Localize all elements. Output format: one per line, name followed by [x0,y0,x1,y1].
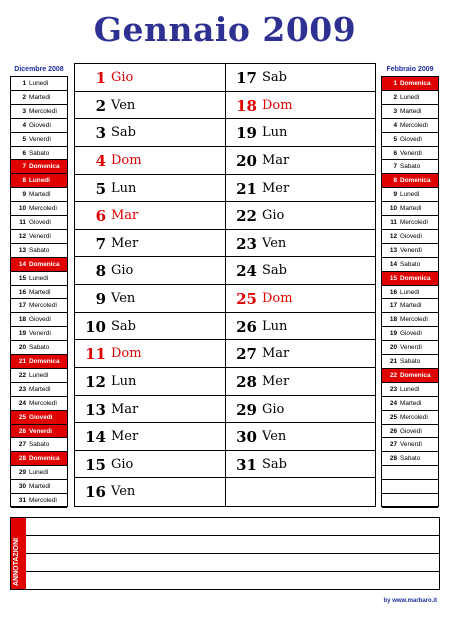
day-number: 14 [18,260,26,268]
day-number: 2 [22,93,26,101]
day-number: 26 [236,317,257,336]
day-row [226,451,375,479]
day-number: 27 [389,441,397,449]
notes-box [10,517,440,590]
day-row [382,272,438,286]
day-number: 28 [236,372,257,391]
day-row [11,244,67,258]
weekday-name: Martedì [29,385,51,393]
day-row [11,466,67,480]
day-number: 18 [389,316,397,324]
day-number: 16 [85,483,106,502]
weekday-name: Mer [262,180,290,196]
weekday-name: Sabato [400,358,421,366]
weekday-name: Sab [262,70,287,85]
weekday-name: Domenica [400,80,431,87]
day-number: 13 [389,246,397,254]
weekday-name: Venerdì [400,149,423,157]
day-row [75,478,225,506]
notes-line [26,553,439,554]
day-row [382,452,438,466]
day-number: 25 [18,413,26,421]
day-number: 4 [22,121,26,129]
weekday-name: Domenica [29,455,60,463]
weekday-name: Mercoledì [29,302,58,310]
day-number: 24 [18,399,26,407]
day-number: 8 [22,177,26,185]
left-month-list [10,76,68,507]
weekday-name: Martedì [400,205,422,213]
day-row [11,327,67,341]
day-number: 8 [393,177,397,185]
day-row [382,425,438,439]
day-row [382,160,438,174]
day-number: 24 [236,262,257,281]
day-row [11,202,67,216]
day-row [382,299,438,313]
day-row [11,119,67,133]
weekday-name: Venerdì [29,135,52,143]
day-number: 23 [389,385,397,393]
notes-label-bar [11,518,26,589]
day-row [226,423,375,451]
day-number: 27 [18,441,26,449]
weekday-name: Giovedì [29,121,52,129]
day-row [226,230,375,258]
weekday-name: Venerdì [29,330,52,338]
day-number: 26 [18,427,26,435]
day-row [75,396,225,424]
day-number: 27 [236,345,257,364]
main-column-left [75,64,225,506]
day-number: 5 [22,135,26,143]
day-number: 15 [389,274,397,282]
day-row [11,425,67,439]
day-number: 15 [85,455,106,474]
day-number: 21 [389,358,397,366]
day-number: 13 [18,246,26,254]
weekday-name: Lunedì [29,177,50,185]
weekday-name: Domenica [29,163,60,171]
day-row [75,451,225,479]
day-row [75,313,225,341]
day-number: 10 [18,205,26,213]
day-number: 21 [236,179,257,198]
day-row [382,133,438,147]
weekday-name: Martedì [400,302,422,310]
day-number: 6 [393,149,397,157]
day-number: 7 [22,163,26,171]
day-row [75,175,225,203]
day-row [226,478,375,506]
day-row [11,383,67,397]
day-number: 13 [85,400,106,419]
weekday-name: Gio [262,208,285,224]
weekday-name: Lunedì [29,469,49,477]
weekday-name: Giovedì [400,135,423,143]
notes-label: ANNOTAZIONI [13,537,20,586]
weekday-name: Sab [111,318,136,334]
weekday-name: Giovedì [29,316,52,324]
weekday-name: Mercoledì [29,497,58,505]
day-row [11,411,67,425]
day-row [11,494,67,508]
day-number: 29 [18,469,26,477]
day-row [75,64,225,92]
weekday-name: Sabato [400,260,421,268]
weekday-name: Martedì [29,191,51,199]
day-number: 3 [95,124,106,143]
day-row [75,147,225,175]
day-row [226,396,375,424]
day-number: 24 [389,399,397,407]
day-row [382,91,438,105]
weekday-name: Lun [262,125,288,141]
weekday-name: Mer [111,429,139,445]
day-row [11,452,67,466]
day-number: 17 [389,302,397,310]
day-number: 11 [19,219,26,227]
main-month-grid [74,63,376,507]
page-title: Gennaio 2009 [93,10,357,49]
day-row [11,216,67,230]
day-row [11,133,67,147]
left-month-title: Dicembre 2008 [14,66,64,73]
day-number: 3 [22,107,26,115]
weekday-name: Domenica [400,274,431,282]
day-number: 2 [393,93,397,101]
weekday-name: Mercoledì [400,219,429,227]
day-row [382,188,438,202]
day-row [382,77,438,91]
day-number: 5 [393,135,397,143]
day-row [382,466,438,480]
day-row [11,147,67,161]
day-number: 25 [236,290,257,308]
day-row [382,355,438,369]
day-number: 23 [18,385,26,393]
day-number: 14 [389,260,397,268]
weekday-name: Lun [111,373,137,389]
weekday-name: Sab [262,263,287,279]
day-row [11,160,67,174]
day-row [226,340,375,368]
day-row [75,257,225,285]
day-number: 28 [389,455,397,463]
day-row [382,438,438,452]
day-number: 17 [18,302,26,310]
weekday-name: Martedì [29,288,51,296]
weekday-name: Lunedì [29,371,49,379]
day-row [382,244,438,258]
weekday-name: Mercoledì [400,413,429,421]
weekday-name: Ven [262,235,287,251]
day-number: 18 [18,316,26,324]
day-row [11,286,67,300]
day-row [382,480,438,494]
weekday-name: Dom [111,346,142,362]
day-number: 26 [389,427,397,435]
day-number: 31 [236,455,257,474]
day-number: 10 [85,317,106,336]
day-row [11,105,67,119]
day-number: 30 [236,428,257,447]
day-row [382,397,438,411]
day-row [226,257,375,285]
weekday-name: Domenica [400,371,431,379]
weekday-name: Mercoledì [29,205,58,213]
day-row [226,64,375,92]
day-row [11,355,67,369]
weekday-name: Ven [111,97,136,113]
day-row [11,174,67,188]
day-number: 22 [236,207,257,226]
day-row [11,258,67,272]
weekday-name: Lunedì [29,274,49,282]
weekday-name: Lunedì [400,93,420,101]
day-number: 11 [390,219,397,227]
day-row [11,480,67,494]
weekday-name: Sab [111,125,136,141]
weekday-name: Giovedì [29,413,53,421]
notes-line [26,535,439,536]
day-row [11,299,67,313]
notes-line [26,571,439,572]
day-row [382,411,438,425]
day-row [226,368,375,396]
weekday-name: Mar [111,208,139,224]
day-row [226,285,375,313]
weekday-name: Sabato [29,149,50,157]
weekday-name: Lun [262,318,288,334]
day-number: 9 [22,191,26,199]
weekday-name: Domenica [400,177,431,185]
weekday-name: Lunedì [29,80,49,87]
weekday-name: Venerdì [29,427,53,435]
day-number: 4 [393,121,397,129]
day-row [11,369,67,383]
day-row [75,119,225,147]
weekday-name: Mer [111,235,139,251]
day-row [382,202,438,216]
day-number: 1 [393,80,397,87]
day-number: 31 [18,497,26,505]
day-number: 1 [22,80,26,87]
weekday-name: Martedì [29,93,51,101]
weekday-name: Lunedì [400,385,420,393]
weekday-name: Sabato [29,246,50,254]
weekday-name: Martedì [400,399,422,407]
day-number: 5 [95,179,106,198]
weekday-name: Martedì [29,483,51,491]
day-row [11,313,67,327]
weekday-name: Mercoledì [29,399,58,407]
weekday-name: Venerdì [400,441,423,449]
day-row [75,285,225,313]
day-number: 7 [393,163,397,171]
weekday-name: Mercoledì [400,316,429,324]
day-number: 1 [95,69,106,87]
day-number: 12 [18,232,26,240]
day-number: 20 [389,344,397,352]
day-number: 2 [95,96,106,115]
day-row [11,341,67,355]
weekday-name: Giovedì [400,232,423,240]
day-row [11,188,67,202]
weekday-name: Mercoledì [29,107,58,115]
weekday-name: Domenica [29,260,60,268]
day-number: 19 [389,330,397,338]
day-row [11,438,67,452]
day-number: 11 [85,345,106,364]
day-row [382,313,438,327]
weekday-name: Lun [111,180,137,196]
weekday-name: Dom [262,291,293,306]
day-number: 18 [236,96,257,115]
day-row [382,119,438,133]
weekday-name: Giovedì [400,427,423,435]
day-row [382,258,438,272]
day-row [226,119,375,147]
day-number: 16 [18,288,26,296]
day-number: 30 [18,483,26,491]
day-row [382,174,438,188]
weekday-name: Lunedì [400,191,420,199]
day-number: 10 [389,205,397,213]
weekday-name: Mar [262,346,290,362]
weekday-name: Sabato [29,441,50,449]
day-number: 20 [18,344,26,352]
day-row [75,340,225,368]
weekday-name: Domenica [29,358,60,366]
day-row [382,369,438,383]
day-number: 9 [95,290,106,308]
weekday-name: Giovedì [400,330,423,338]
weekday-name: Dom [111,152,142,168]
day-row [11,397,67,411]
main-column-right [226,64,375,506]
day-number: 23 [236,234,257,253]
weekday-name: Sabato [400,163,421,171]
weekday-name: Ven [111,291,136,306]
weekday-name: Dom [262,97,293,113]
day-row [382,327,438,341]
weekday-name: Gio [111,70,134,85]
day-row [226,202,375,230]
right-month-title: Febbraio 2009 [386,66,434,73]
day-row [382,216,438,230]
weekday-name: Mar [262,152,290,168]
day-number: 25 [389,413,397,421]
day-row [75,202,225,230]
day-row [226,92,375,120]
day-row [11,77,67,91]
day-row [226,147,375,175]
day-number: 19 [18,330,26,338]
day-number: 6 [95,207,106,226]
day-number: 8 [95,262,106,281]
day-row [11,230,67,244]
weekday-name: Venerdì [400,246,423,254]
weekday-name: Mercoledì [400,121,429,129]
day-number: 20 [236,151,257,170]
weekday-name: Ven [262,429,287,445]
weekday-name: Venerdì [29,232,52,240]
day-number: 7 [95,234,106,253]
day-row [226,313,375,341]
weekday-name: Sabato [400,455,421,463]
day-row [75,92,225,120]
day-number: 3 [393,107,397,115]
weekday-name: Gio [262,401,285,417]
credit-text: by www.marbaro.it [383,598,437,604]
day-number: 9 [393,191,397,199]
weekday-name: Sab [262,456,287,472]
weekday-name: Ven [111,484,136,500]
weekday-name: Lunedì [400,288,420,296]
day-row [382,147,438,161]
weekday-name: Martedì [400,107,422,115]
weekday-name: Gio [111,263,134,279]
day-number: 4 [95,151,106,170]
weekday-name: Sabato [29,344,50,352]
day-row [75,230,225,258]
day-number: 22 [18,371,26,379]
day-row [382,383,438,397]
day-row [382,230,438,244]
day-row [382,494,438,508]
day-row [75,423,225,451]
weekday-name: Venerdì [400,344,423,352]
day-number: 28 [18,455,26,463]
day-row [382,341,438,355]
day-row [11,272,67,286]
day-number: 12 [85,372,106,391]
right-month-list [381,76,439,507]
day-number: 17 [236,69,257,87]
day-row [11,91,67,105]
weekday-name: Mar [111,401,139,417]
day-number: 22 [389,371,397,379]
day-row [75,368,225,396]
day-row [226,175,375,203]
day-row [382,286,438,300]
day-number: 6 [22,149,26,157]
weekday-name: Mer [262,373,290,389]
day-number: 19 [236,124,257,143]
day-number: 16 [389,288,397,296]
weekday-name: Gio [111,456,134,472]
weekday-name: Giovedì [29,219,52,227]
day-number: 12 [389,232,397,240]
day-number: 29 [236,400,257,419]
day-row [382,105,438,119]
day-number: 15 [18,274,26,282]
day-number: 14 [85,428,106,447]
day-number: 21 [18,358,26,366]
